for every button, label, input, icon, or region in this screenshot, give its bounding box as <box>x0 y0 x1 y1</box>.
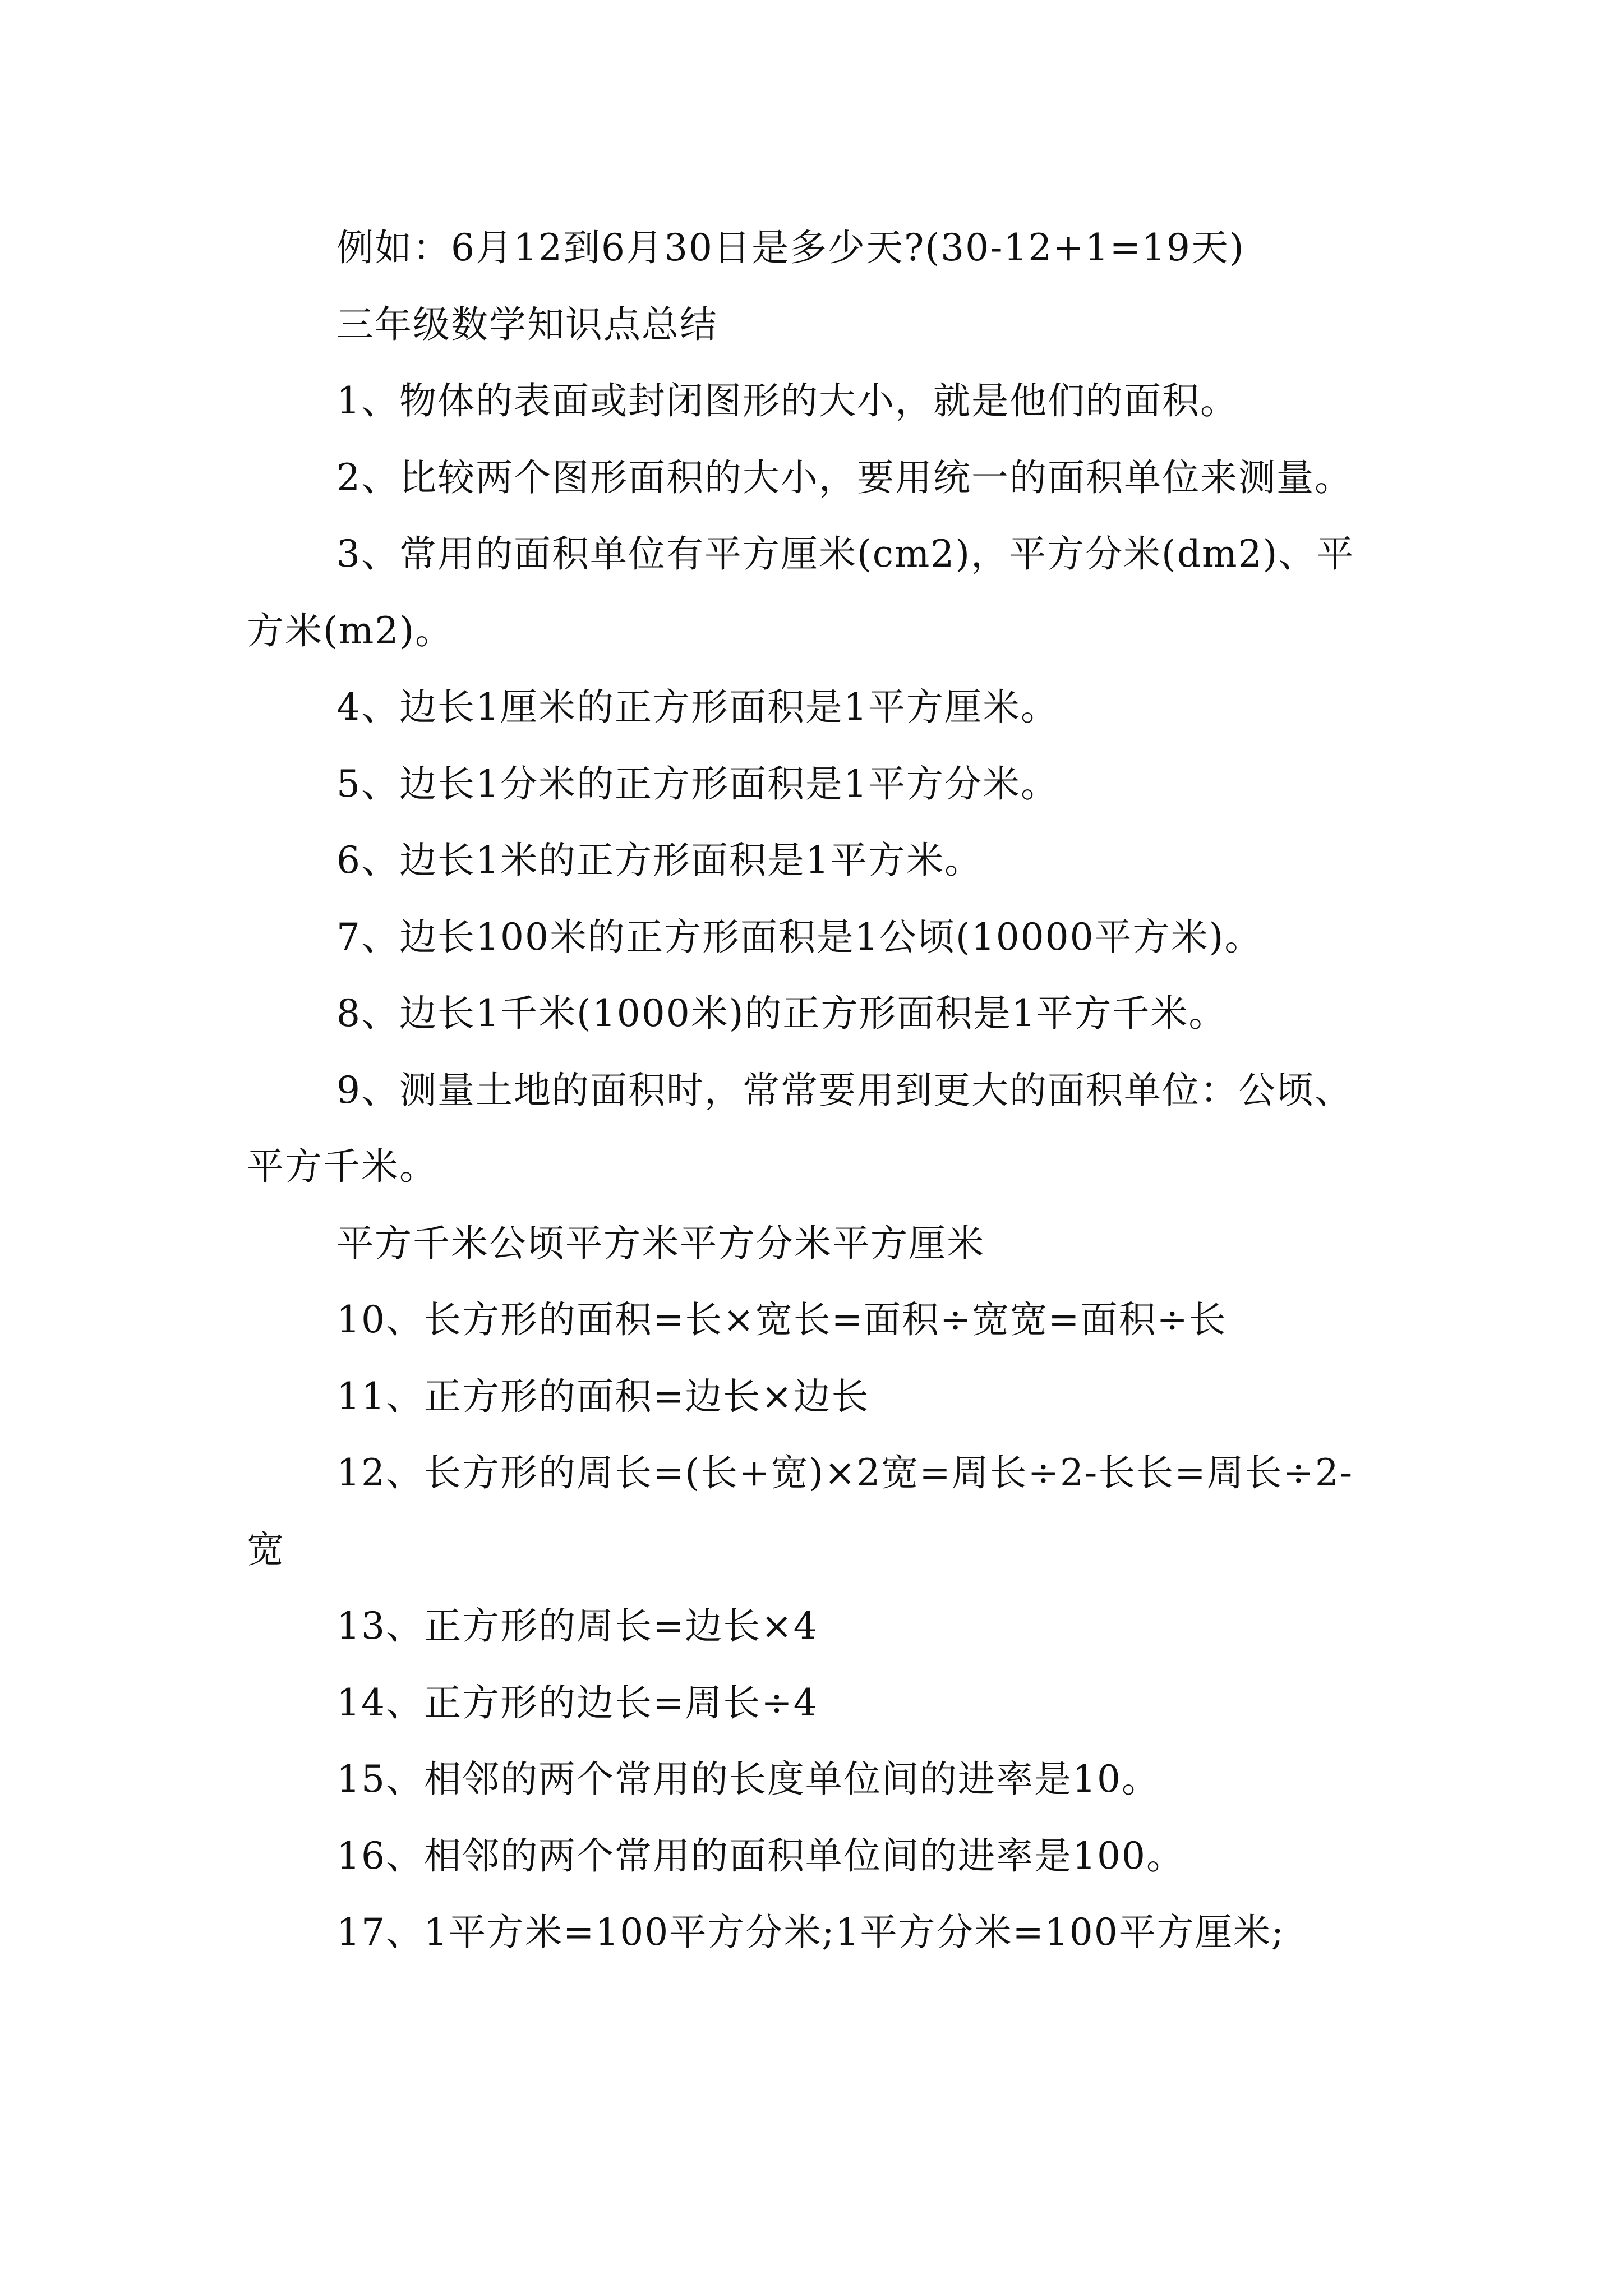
list-item-12: 12、长方形的周长=(长+宽)×2宽=周长÷2-长长=周长÷2-宽 <box>247 1451 1354 1571</box>
unit-order-line: 平方千米公顷平方米平方分米平方厘米 <box>336 1221 985 1265</box>
list-item-17: 17、1平方米=100平方分米;1平方分米=100平方厘米; <box>336 1911 1285 1954</box>
list-item-2: 2、比较两个图形面积的大小，要用统一的面积单位来测量。 <box>336 455 1353 499</box>
list-item-13: 13、正方形的周长=边长×4 <box>336 1604 818 1648</box>
list-item-1: 1、物体的表面或封闭图形的大小，就是他们的面积。 <box>336 379 1238 422</box>
list-item-14: 14、正方形的边长=周长÷4 <box>336 1681 818 1724</box>
list-item-15: 15、相邻的两个常用的长度单位间的进率是10。 <box>336 1757 1160 1801</box>
list-item-3: 3、常用的面积单位有平方厘米(cm2)，平方分米(dm2)、平方米(m2)。 <box>247 532 1355 652</box>
list-item-8: 8、边长1千米(1000米)的正方形面积是1平方千米。 <box>336 992 1227 1035</box>
document-body <box>247 210 1380 1971</box>
list-item-5: 5、边长1分米的正方形面积是1平方分米。 <box>336 762 1059 806</box>
paragraph-example: 例如：6月12到6月30日是多少天?(30-12+1=19天) <box>336 226 1245 269</box>
section-heading: 三年级数学知识点总结 <box>336 302 718 346</box>
list-item-11: 11、正方形的面积=边长×边长 <box>336 1374 870 1418</box>
list-item-7: 7、边长100米的正方形面积是1公顷(10000平方米)。 <box>336 915 1263 959</box>
list-item-6: 6、边长1米的正方形面积是1平方米。 <box>336 839 983 882</box>
list-item-9: 9、测量土地的面积时，常常要用到更大的面积单位：公顷、平方千米。 <box>247 1068 1353 1188</box>
list-item-16: 16、相邻的两个常用的面积单位间的进率是100。 <box>336 1834 1184 1878</box>
list-item-10: 10、长方形的面积=长×宽长=面积÷宽宽=面积÷长 <box>336 1298 1227 1341</box>
list-item-4: 4、边长1厘米的正方形面积是1平方厘米。 <box>336 685 1059 729</box>
